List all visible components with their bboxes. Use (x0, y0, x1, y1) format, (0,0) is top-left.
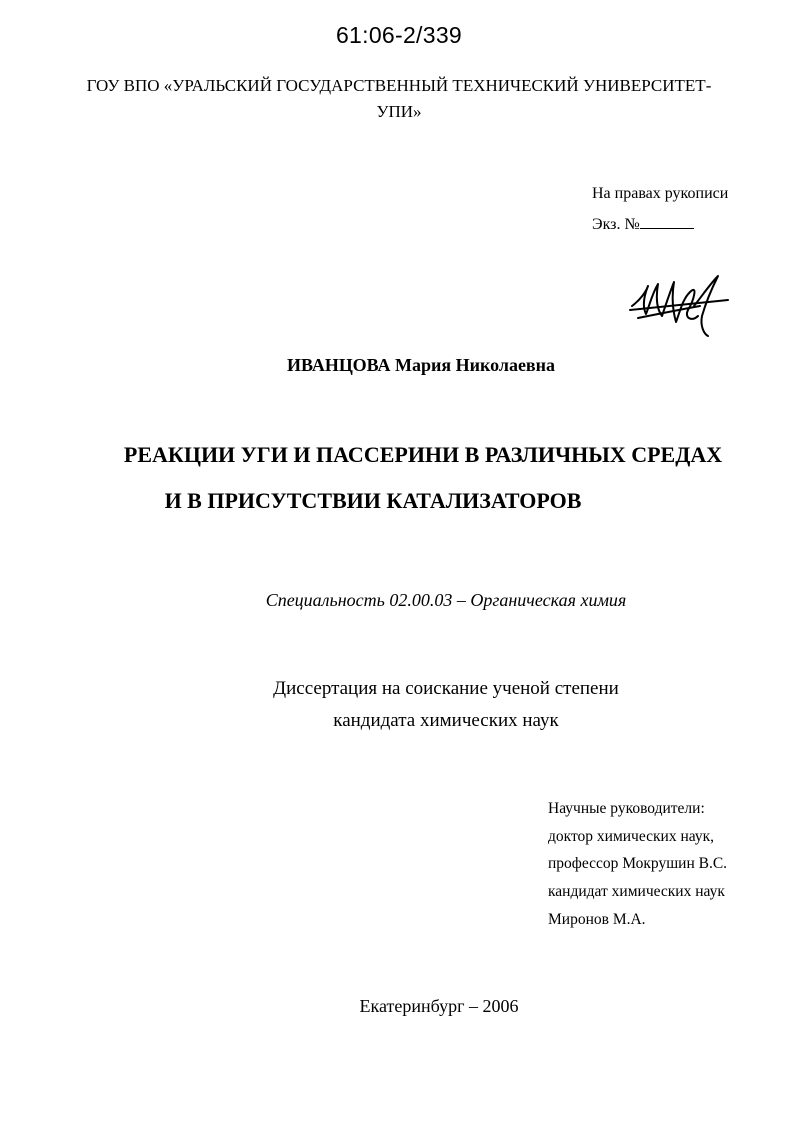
organization-line-2: УПИ» (376, 102, 422, 121)
advisor-line: профессор Мокрушин В.С. (548, 855, 728, 872)
advisors-heading: Научные руководители: (548, 800, 705, 817)
degree-line-2: кандидата химических наук (333, 710, 559, 731)
speciality: Специальность 02.00.03 – Органическая химия (265, 590, 627, 610)
advisor-line: кандидат химических наук (548, 883, 725, 900)
advisor-line: Миронов М.А. (548, 911, 646, 928)
handwritten-signature (628, 270, 732, 340)
manuscript-rights: На правах рукописи (592, 185, 729, 202)
copy-number-blank (640, 214, 694, 229)
dissertation-title-line-2: И В ПРИСУТСТВИИ КАТАЛИЗАТОРОВ (164, 488, 582, 513)
degree-line-1: Диссертация на соискание ученой степени (273, 678, 619, 699)
organization-line-1: ГОУ ВПО «УРАЛЬСКИЙ ГОСУДАРСТВЕННЫЙ ТЕХНИЧЕСКИЙ УНИВЕРСИТЕТ- (86, 76, 712, 95)
city-year: Екатеринбург – 2006 (359, 996, 519, 1016)
copy-number (592, 214, 694, 234)
copy-number-label: Экз. № (592, 216, 640, 233)
catalog-number: 61:06-2/339 (335, 22, 463, 48)
advisor-line: доктор химических наук, (548, 828, 714, 845)
author-name: ИВАНЦОВА Мария Николаевна (286, 355, 556, 375)
dissertation-title-line-1: РЕАКЦИИ УГИ И ПАССЕРИНИ В РАЗЛИЧНЫХ СРЕДАХ (123, 442, 723, 467)
